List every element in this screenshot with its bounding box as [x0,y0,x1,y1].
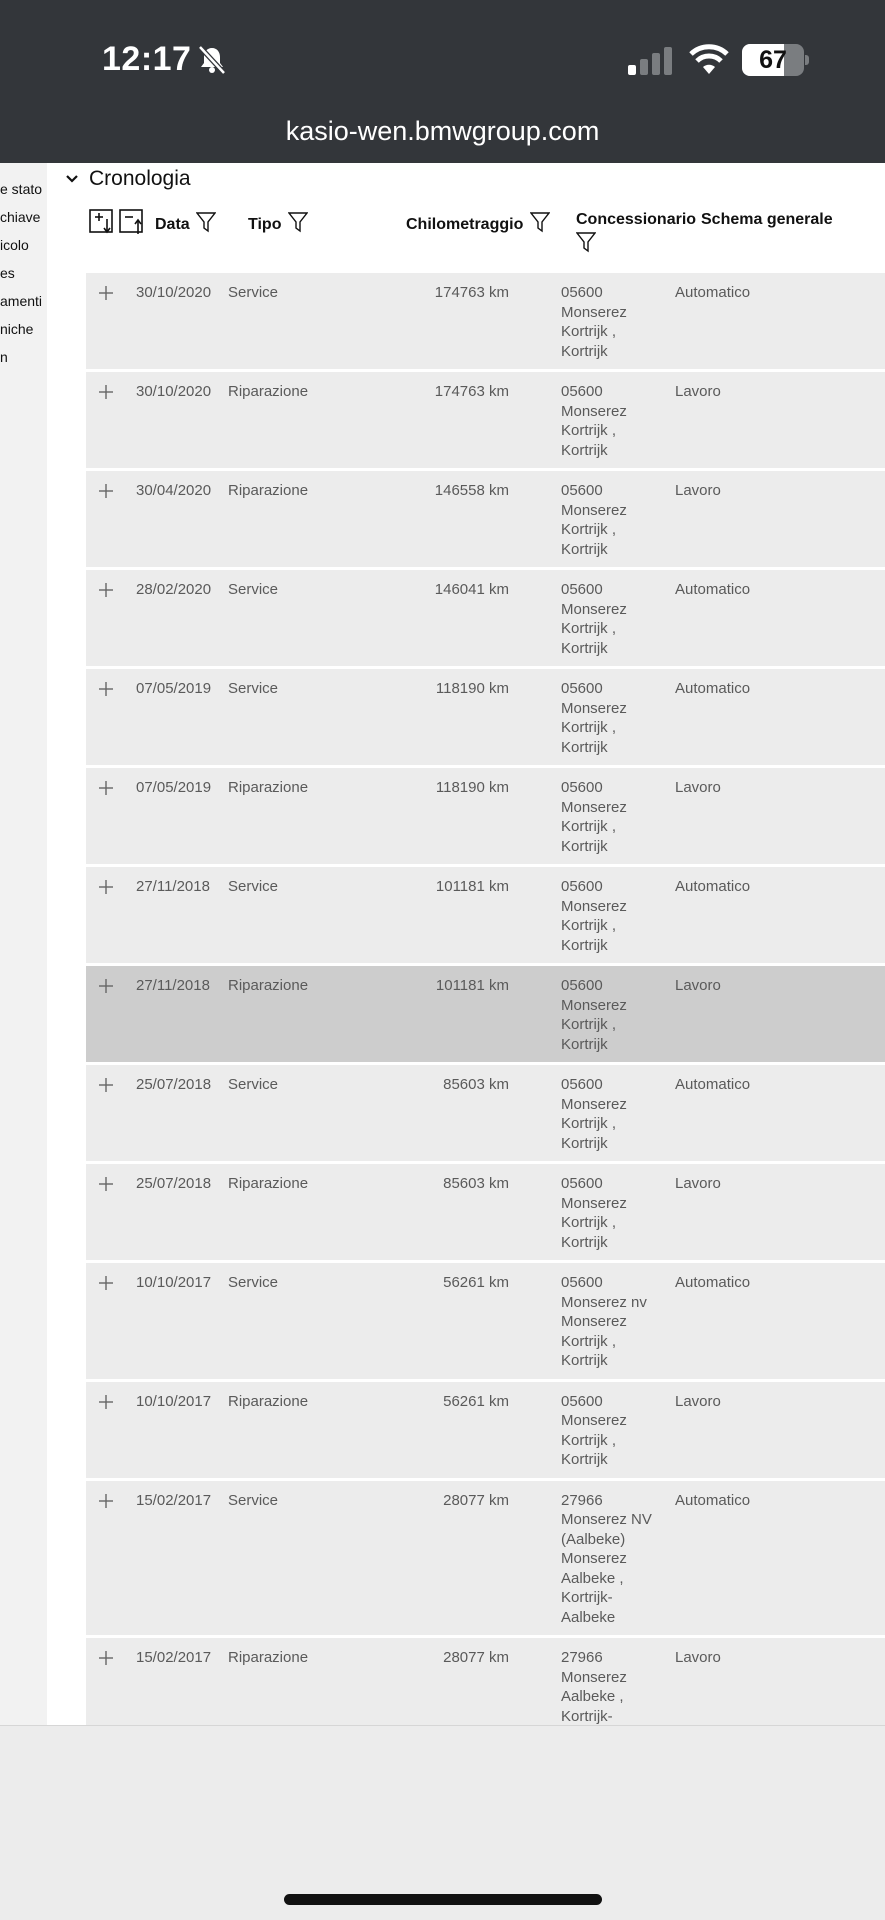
sidebar-item[interactable]: niche [0,321,34,337]
header-schema[interactable] [701,211,833,229]
table-row[interactable] [86,866,885,965]
cell-mileage: 118190 km [435,680,509,697]
dealer-line: Kortrijk [561,1134,608,1152]
dealer-line: Kortrijk , [561,1431,617,1449]
chevron-down-icon[interactable] [65,172,79,186]
dealer-line: Monserez [561,897,627,915]
dealer-line: Kortrijk [561,936,608,954]
cell-mileage: 146558 km [434,482,509,499]
cell-dealer [561,371,675,470]
expand-collapse-controls [89,209,147,235]
cell-mileage: 85603 km [443,1076,509,1093]
cell-schema: Lavoro [675,482,721,499]
cell-mileage: 28077 km [443,1649,509,1666]
dealer-line: Aalbeke , [561,1688,624,1705]
dealer-line: Monserez [561,402,627,420]
dealer-line: Monserez [561,1095,627,1113]
table-row[interactable] [86,767,885,866]
cell-type: Riparazione [228,779,309,796]
cell-date: 27/11/2018 [136,878,210,895]
plus-icon[interactable] [98,1275,114,1291]
dealer-line: Monserez [561,1313,627,1330]
cell-type: Riparazione [228,1175,309,1192]
history-panel [47,163,885,1725]
header-data-label: Data [155,216,190,233]
cell-date: 30/10/2020 [136,284,212,301]
cell-type: Riparazione [228,977,309,994]
dealer-line: Kortrijk , [561,422,617,439]
cell-date: 15/02/2017 [136,1649,212,1666]
header-data[interactable] [155,211,216,234]
cell-schema: Lavoro [675,977,721,994]
collapse-all-icon[interactable] [120,210,142,234]
filter-icon[interactable] [530,211,550,233]
expand-all-icon[interactable] [90,210,112,232]
header-schema-label: Schema generale [701,211,833,228]
cell-dealer [561,668,675,767]
cell-type: Service [228,1076,279,1093]
cell-mileage: 28077 km [443,1491,509,1509]
plus-icon[interactable] [98,1394,114,1410]
dealer-line: Kortrijk [561,837,608,855]
header-chilometraggio-label: Chilometraggio [406,216,524,233]
dealer-line: Kortrijk , [561,719,617,736]
section-title: Cronologia [89,167,191,190]
filter-icon[interactable] [576,231,596,253]
dealer-line: 05600 [561,779,603,796]
cell-dealer [561,569,675,668]
cell-date: 07/05/2019 [136,779,212,796]
cell-dealer [561,1479,675,1637]
history-table [86,273,885,1757]
dealer-line: Monserez [561,996,627,1014]
page-content [0,163,885,1725]
dealer-line: 05600 [561,482,603,499]
sidebar-item[interactable]: e stato [0,181,43,197]
dealer-line: Kortrijk [561,441,608,459]
dealer-line: Monserez [561,600,627,618]
cell-dealer [561,767,675,866]
cell-dealer [561,273,675,371]
filter-icon[interactable] [288,211,308,233]
plus-icon[interactable] [98,681,114,697]
dealer-line: Kortrijk [561,1451,608,1468]
cell-date: 15/02/2017 [136,1491,212,1509]
cell-type: Service [228,581,279,598]
dealer-line: (Aalbeke) [561,1530,626,1548]
cell-dealer [561,1163,675,1262]
dealer-line: Kortrijk [561,342,608,360]
sidebar-item[interactable]: n [0,349,8,365]
header-concessionario-label: Concessionario [576,211,697,228]
dealer-line: Kortrijk , [561,521,617,538]
table-row[interactable] [86,470,885,569]
plus-icon[interactable] [98,978,114,994]
cell-schema: Automatico [675,284,751,301]
table-row[interactable] [86,371,885,470]
dealer-line: 05600 [561,1076,603,1093]
cell-schema: Lavoro [675,1649,721,1666]
dealer-line: Kortrijk , [561,323,617,340]
cell-schema: Lavoro [675,1175,721,1192]
table-row[interactable] [86,1163,885,1262]
plus-icon[interactable] [98,483,114,499]
cell-mileage: 101181 km [435,878,509,895]
filter-icon[interactable] [196,211,216,233]
home-indicator[interactable] [284,1894,602,1905]
cell-dealer [561,1380,675,1479]
cell-date: 10/10/2017 [136,1274,212,1291]
table-row[interactable] [86,1262,885,1381]
cell-mileage: 85603 km [443,1175,509,1192]
table-row[interactable] [86,569,885,668]
dealer-line: Monserez [561,1194,627,1212]
plus-icon[interactable] [98,384,114,400]
dealer-line: Monserez [561,501,627,519]
dealer-line: 27966 [561,1491,603,1509]
plus-icon[interactable] [98,1493,114,1509]
dealer-line: 05600 [561,383,603,400]
dealer-line: Monserez [561,798,627,816]
dealer-line: Monserez [561,303,627,321]
cell-dealer [561,470,675,569]
dealer-line: 05600 [561,581,603,598]
cell-date: 27/11/2018 [136,977,210,994]
dealer-line: 05600 [561,1392,603,1410]
dealer-line: 27966 [561,1649,603,1666]
dealer-line: Kortrijk [561,738,608,756]
sidebar-item[interactable]: amenti [0,293,43,309]
dealer-line: Monserez nv [561,1293,647,1311]
cell-schema: Automatico [675,581,751,598]
dealer-line: Kortrijk- [561,1589,613,1606]
dealer-line: Monserez NV [561,1511,652,1528]
dealer-line: Kortrijk [561,1233,608,1251]
browser-top-bar [0,0,885,163]
page-bottom-area [0,1725,885,1920]
header-tipo-label: Tipo [248,216,282,233]
cell-type: Service [228,878,279,895]
wifi-icon [688,44,730,76]
dealer-line: 05600 [561,680,603,697]
dealer-line: Kortrijk , [561,1016,617,1033]
cell-date: 28/02/2020 [136,581,212,598]
cell-mileage: 56261 km [443,1274,509,1291]
cell-schema: Automatico [675,1491,751,1509]
dealer-line: Monserez [561,1668,627,1686]
cell-schema: Automatico [675,878,751,895]
bell-slash-icon [196,44,228,76]
table-row[interactable] [86,1064,885,1163]
dealer-line: Kortrijk , [561,818,617,835]
dealer-line: Monserez [561,699,627,717]
section-header[interactable] [65,165,191,193]
cellular-signal-icon [628,47,674,75]
cell-mileage: 174763 km [434,284,509,301]
plus-icon[interactable] [98,582,114,598]
dealer-line: 05600 [561,1175,603,1192]
plus-icon[interactable] [98,1176,114,1192]
cell-schema: Automatico [675,1274,751,1291]
cell-schema: Automatico [675,1076,751,1093]
dealer-line: Kortrijk , [561,620,617,637]
cell-dealer [561,965,675,1064]
cell-date: 07/05/2019 [136,680,212,697]
cell-date: 25/07/2018 [136,1076,212,1093]
sidebar-item[interactable]: icolo [0,237,29,253]
table-row[interactable] [86,1479,885,1637]
cell-type: Riparazione [228,1649,309,1666]
header-tipo[interactable] [248,211,308,234]
left-navigation [0,163,47,1725]
dealer-line: Aalbeke , [561,1569,624,1587]
plus-icon[interactable] [98,285,114,301]
cell-schema: Automatico [675,680,751,697]
plus-icon[interactable] [98,1650,114,1666]
cell-dealer [561,866,675,965]
cell-type: Riparazione [228,383,309,400]
table-row[interactable] [86,273,885,371]
cell-mileage: 146041 km [434,581,509,598]
dealer-line: Monserez [561,1550,627,1567]
dealer-line: Kortrijk [561,1352,608,1369]
table-row[interactable] [86,1380,885,1479]
cell-type: Riparazione [228,1392,309,1410]
cell-date: 30/10/2020 [136,383,212,400]
cell-schema: Lavoro [675,779,721,796]
dealer-line: 05600 [561,878,603,895]
cell-type: Service [228,1274,279,1291]
sidebar-item[interactable]: chiave [0,209,41,225]
dealer-line: 05600 [561,977,603,994]
cell-mileage: 118190 km [435,779,509,796]
cell-dealer [561,1262,675,1381]
battery-level: 67 [759,46,787,74]
header-concessionario[interactable] [576,211,696,254]
sidebar-item[interactable]: es [0,265,15,281]
address-bar-url[interactable]: kasio-wen.bmwgroup.com [285,116,600,146]
dealer-line: Kortrijk , [561,1214,617,1231]
cell-type: Service [228,680,279,697]
cell-schema: Lavoro [675,383,721,400]
cell-date: 10/10/2017 [136,1392,212,1410]
dealer-line: Kortrijk [561,639,608,657]
dealer-line: 05600 [561,1274,603,1291]
cell-schema: Lavoro [675,1392,721,1410]
cell-date: 30/04/2020 [136,482,212,499]
plus-icon[interactable] [98,879,114,895]
dealer-line: Kortrijk [561,1035,608,1053]
dealer-line: Kortrijk [561,540,608,558]
cell-date: 25/07/2018 [136,1175,212,1192]
cell-mileage: 56261 km [443,1392,509,1410]
header-chilometraggio[interactable] [406,211,550,234]
cell-type: Service [228,1491,279,1509]
dealer-line: Aalbeke [561,1608,616,1626]
table-row[interactable] [86,668,885,767]
cell-mileage: 101181 km [435,977,509,994]
plus-icon[interactable] [98,1077,114,1093]
dealer-line: Kortrijk , [561,1332,617,1350]
status-time: 12:17 [102,40,192,78]
cell-type: Service [228,284,279,301]
dealer-line: Kortrijk- [561,1707,613,1725]
table-row[interactable] [86,965,885,1064]
dealer-line: Monserez [561,1412,627,1429]
cell-mileage: 174763 km [434,383,509,400]
dealer-line: 05600 [561,284,603,301]
battery-icon [742,44,808,76]
dealer-line: Kortrijk , [561,917,617,934]
dealer-line: Kortrijk , [561,1115,617,1132]
cell-dealer [561,1064,675,1163]
cell-type: Riparazione [228,482,309,499]
plus-icon[interactable] [98,780,114,796]
